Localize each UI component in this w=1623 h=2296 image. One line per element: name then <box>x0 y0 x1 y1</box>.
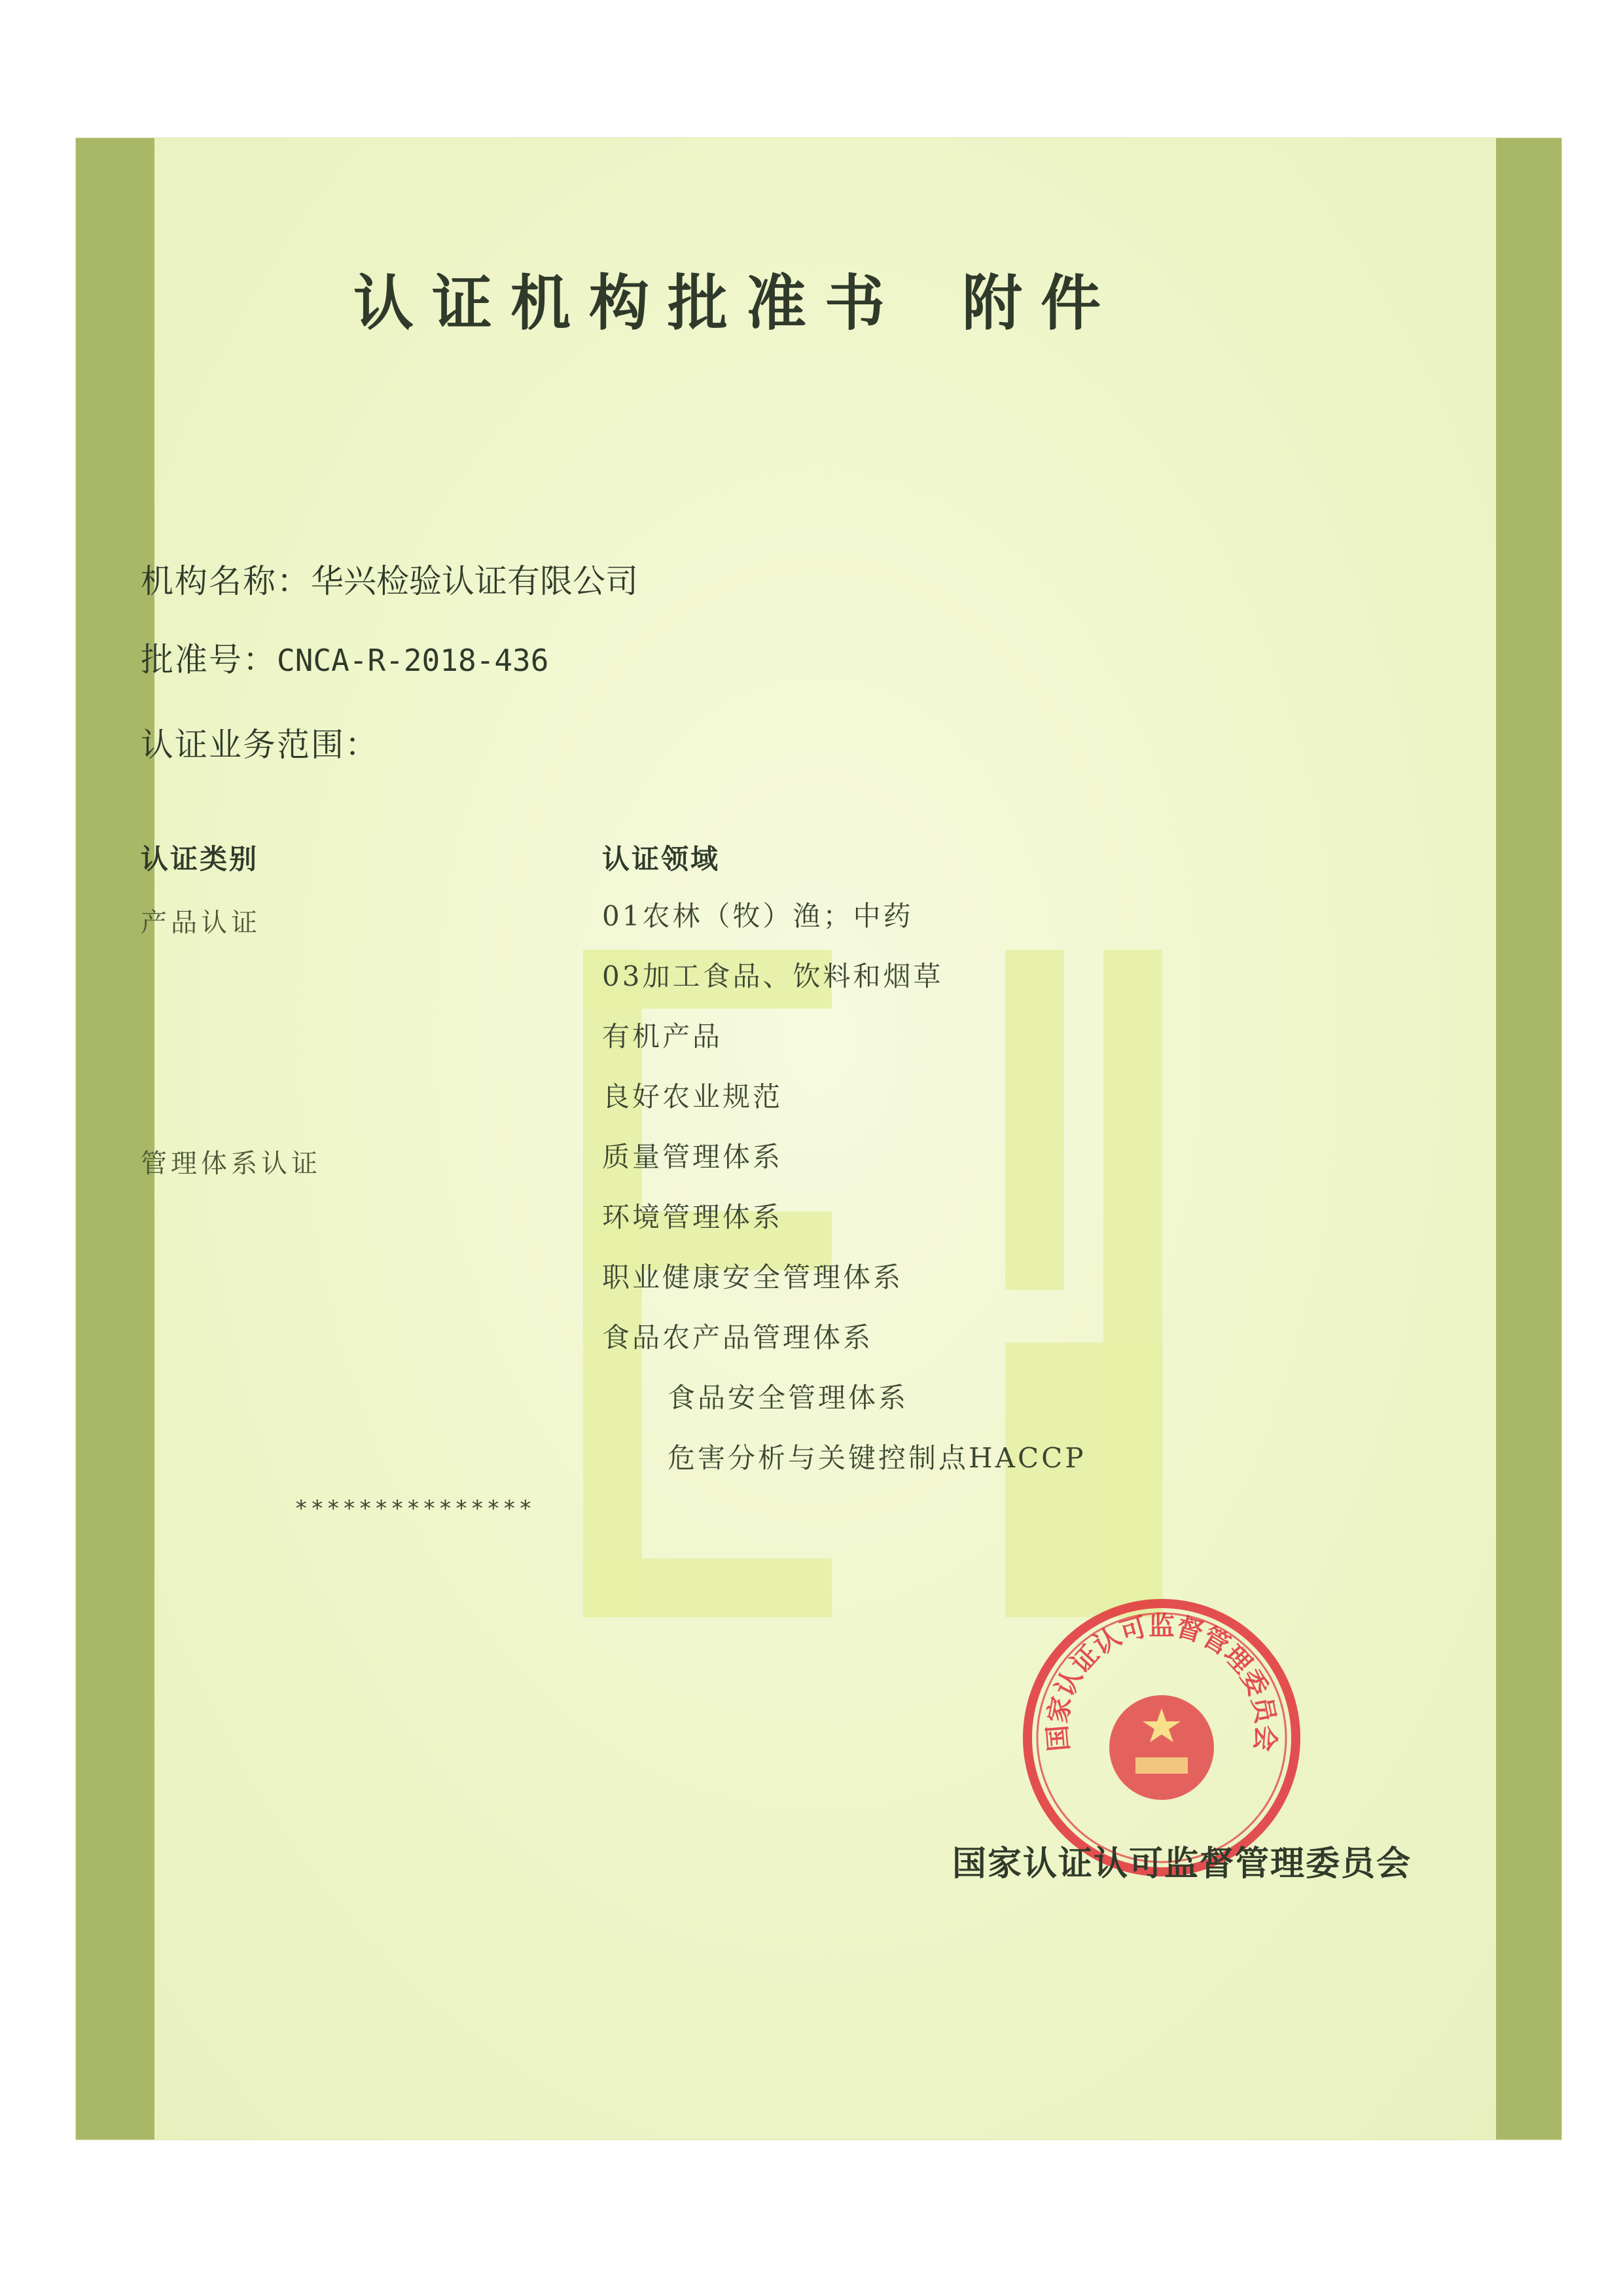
approval-label: 批准号： <box>141 641 277 679</box>
scope-item: 食品农产品管理体系 <box>602 1321 874 1354</box>
scope-item: 危害分析与关键控制点HACCP <box>668 1442 1086 1474</box>
watermark-block <box>583 1558 832 1617</box>
scope-item: 01农林（牧）渔；中药 <box>602 900 914 932</box>
approval-line <box>141 634 548 681</box>
approval-number: CNCA-R-2018-436 <box>277 643 549 678</box>
scope-item: 良好农业规范 <box>602 1081 783 1113</box>
institution-line <box>141 555 638 602</box>
header-category: 认证类别 <box>141 843 259 875</box>
title-main: 认证机构批准书 <box>353 268 904 338</box>
institution-name: 华兴检验认证有限公司 <box>311 562 638 600</box>
issuing-authority: 国家认证认可监督管理委员会 <box>952 1844 1412 1884</box>
header-field: 认证领域 <box>602 843 721 875</box>
end-marker: *************** <box>294 1496 535 1522</box>
scope-item: 环境管理体系 <box>602 1201 783 1233</box>
scope-heading <box>141 719 379 766</box>
scope-item: 03加工食品、饮料和烟草 <box>602 960 944 992</box>
document-title <box>353 255 1335 342</box>
scope-item: 食品安全管理体系 <box>668 1382 909 1414</box>
category-product: 产品认证 <box>141 908 261 938</box>
left-color-band <box>76 138 154 2140</box>
scope-item: 有机产品 <box>602 1020 723 1052</box>
institution-label: 机构名称： <box>141 562 311 600</box>
scope-label: 认证业务范围： <box>141 726 379 764</box>
scope-item: 职业健康安全管理体系 <box>602 1261 904 1293</box>
gate-icon <box>1135 1757 1188 1774</box>
scope-list <box>602 886 1086 1488</box>
seal-text-path: 国家认证认可监督管理委员会 <box>1041 1610 1282 1753</box>
title-suffix: 附件 <box>962 268 1120 338</box>
scope-item: 质量管理体系 <box>602 1141 783 1173</box>
category-management: 管理体系认证 <box>141 1149 321 1179</box>
